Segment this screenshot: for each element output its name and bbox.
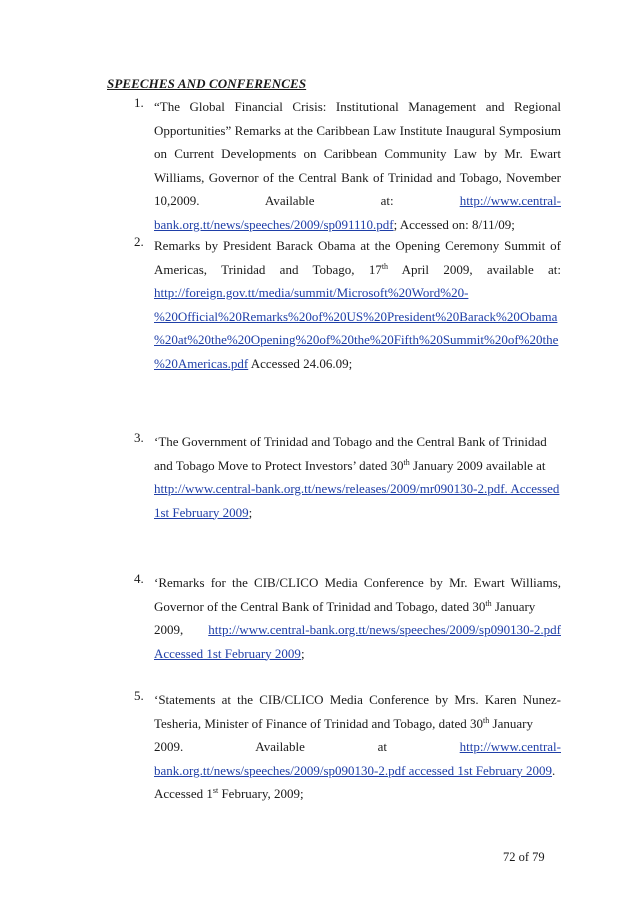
item-text-line	[154, 258, 561, 282]
item-text: Available	[264, 193, 315, 208]
item-text: available	[486, 261, 534, 277]
superscript: th	[403, 457, 410, 467]
list-number: 3.	[134, 430, 144, 445]
reference-link[interactable]: http://www.central-bank.org.tt/news/releases/2009/mr090130-2.pdf. Accessed	[154, 481, 560, 496]
item-text: Opportunities” Remarks at the Caribbean Law Institute Inaugural Symposium	[154, 122, 561, 138]
reference-link[interactable]: %20Official%20Remarks%20of%20US%20President%20Barack%20Obama	[154, 308, 558, 324]
reference-link[interactable]: Accessed 1st February 2009	[154, 645, 301, 661]
list-item	[134, 688, 561, 806]
item-text-line	[154, 352, 561, 376]
item-text: ‘The Government of Trinidad and Tobago and the Central Bank of Trinidad	[154, 434, 547, 449]
item-text-line	[154, 712, 561, 736]
reference-link[interactable]: %20at%20the%20Opening%20of%20the%20Fifth%20Summit%20of%20the	[154, 332, 559, 347]
item-text-line	[154, 189, 561, 213]
item-text-line	[154, 595, 561, 619]
item-text: 17th	[368, 261, 389, 277]
item-text: Williams, Governor of the Central Bank of Trinidad and Tobago, November	[154, 169, 561, 185]
item-text: ; Accessed on: 8/11/09;	[393, 216, 515, 232]
item-text: Accessed 24.06.09;	[248, 355, 353, 371]
item-text: Americas,	[154, 261, 208, 277]
item-text: 2009,	[443, 261, 473, 277]
superscript: th	[483, 715, 490, 725]
list-item	[134, 430, 561, 524]
item-text: 10,2009.	[154, 193, 200, 208]
reference-link[interactable]: %20Americas.pdf	[154, 355, 249, 371]
page-number: 72 of 79	[503, 850, 545, 864]
reference-link[interactable]: 1st February 2009	[154, 504, 249, 520]
superscript: st	[212, 786, 219, 795]
item-text-line	[154, 281, 561, 305]
item-text: “The Global Financial Crisis: Institutional Management and Regional	[154, 99, 561, 114]
item-text-line	[154, 328, 561, 352]
section-heading: SPEECHES AND CONFERENCES	[107, 76, 307, 91]
reference-link[interactable]: http://www.central-	[459, 193, 561, 208]
list-number: 2.	[134, 234, 144, 249]
item-text: and	[279, 261, 299, 277]
list-item	[134, 95, 561, 236]
item-text: ;	[300, 645, 305, 661]
item-text-line	[154, 782, 561, 806]
list-item	[134, 234, 561, 375]
item-text: Governor of the Central Bank of Trinidad and Tobago, dated 30	[154, 598, 486, 614]
reference-link[interactable]: bank.org.tt/news/speeches/2009/sp091110.pdf	[154, 216, 394, 232]
item-text: Trinidad	[221, 261, 266, 277]
item-text: ‘Statements at the CIB/CLICO Media Conference by Mrs. Karen Nunez-	[154, 692, 561, 707]
list-item	[134, 571, 561, 665]
item-text: 2009,	[154, 622, 184, 637]
item-text: ;	[248, 504, 253, 520]
list-number: 4.	[134, 571, 144, 586]
item-text: at:	[380, 193, 394, 208]
list-number: 1.	[134, 95, 144, 110]
item-text-line	[154, 618, 561, 642]
item-text-line	[154, 501, 561, 525]
item-text: January	[491, 598, 536, 614]
reference-link[interactable]: http://foreign.gov.tt/media/summit/Microsoft%20Word%20-	[154, 285, 469, 300]
item-text: Tesheria, Minister of Finance of Trinidad and Tobago, dated 30	[154, 715, 484, 731]
item-text-line	[154, 213, 561, 237]
item-text: .	[552, 762, 556, 778]
item-text-line	[154, 477, 561, 501]
item-text: Available	[255, 739, 305, 754]
item-text: at	[377, 739, 387, 754]
item-text: 2009.	[154, 739, 184, 754]
item-text-line	[154, 454, 561, 478]
reference-link[interactable]: bank.org.tt/news/speeches/2009/sp090130-2.pdf accessed 1st February 2009	[154, 762, 552, 778]
reference-link[interactable]: http://www.central-bank.org.tt/news/speeches/2009/sp090130-2.pdf	[208, 622, 561, 637]
item-text-line	[154, 305, 561, 329]
item-text: Accessed 1	[154, 786, 213, 801]
item-text: Remarks by President Barack Obama at the Opening Ceremony Summit of	[154, 238, 561, 253]
list-number: 5.	[134, 688, 144, 703]
superscript: th	[485, 598, 492, 608]
item-text: ‘Remarks for the CIB/CLICO Media Conference by Mr. Ewart Williams,	[154, 575, 561, 590]
item-text: January	[489, 715, 533, 731]
item-text: February, 2009;	[218, 786, 304, 801]
reference-link[interactable]: http://www.central-	[459, 739, 561, 754]
item-text: on Current Developments on Caribbean Community Law by Mr. Ewart	[154, 146, 561, 161]
item-text: at:	[548, 261, 561, 277]
item-text: January 2009 available at	[409, 457, 546, 473]
item-text-line	[154, 642, 561, 666]
item-text: April	[401, 261, 430, 277]
item-text: Tobago,	[312, 261, 355, 277]
item-text: and Tobago Move to Protect Investors’ dated 30	[154, 457, 404, 473]
item-text-line	[154, 759, 561, 783]
item-text-line	[154, 735, 561, 759]
